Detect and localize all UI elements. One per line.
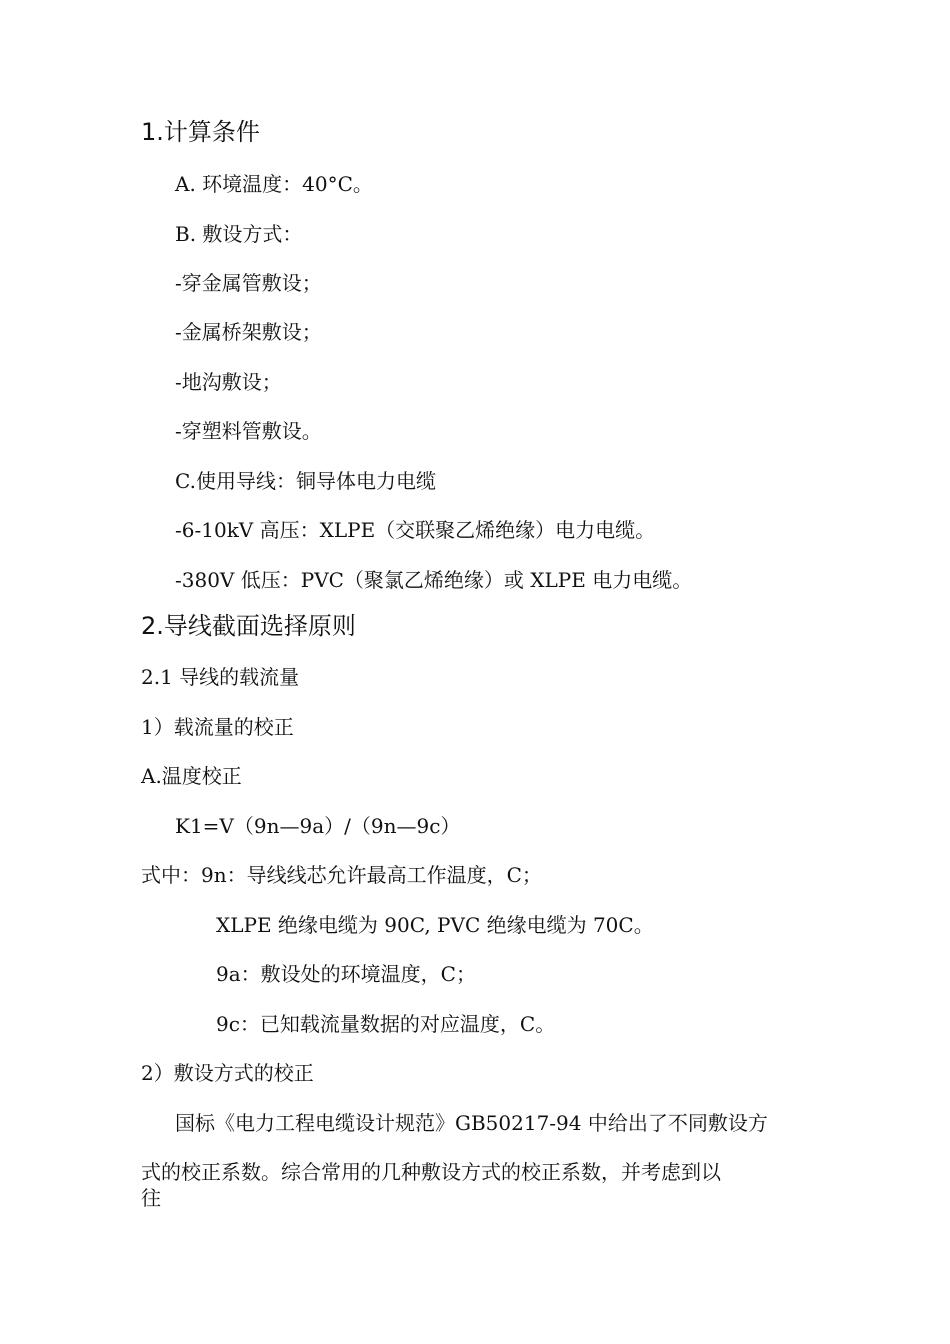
laying-metal-tray: -金属桥架敷设； — [175, 320, 322, 344]
formula-reference-definition: 9c：已知载流量数据的对应温度，C。 — [216, 1012, 556, 1036]
temperature-formula: K1=V（9n—9a）/（9n—9c） — [175, 814, 461, 838]
item-1-title: 1）载流量的校正 — [141, 715, 294, 739]
condition-ambient-temperature: A. 环境温度：40°C。 — [175, 172, 373, 196]
subsection-2-1-heading: 2.1 导线的载流量 — [141, 665, 300, 689]
formula-where-line: 式中：9n：导线线芯允许最高工作温度，C； — [141, 863, 542, 887]
item-1-a-title: A.温度校正 — [141, 764, 242, 788]
conductor-low-voltage: -380V 低压：PVC（聚氯乙烯绝缘）或 XLPE 电力电缆。 — [175, 568, 693, 592]
section-2-heading: 2.导线截面选择原则 — [141, 612, 356, 640]
laying-metal-conduit: -穿金属管敷设； — [175, 271, 322, 295]
conductor-high-voltage: -6-10kV 高压：XLPE（交联聚乙烯绝缘）电力电缆。 — [175, 518, 656, 542]
paragraph-line-1: 国标《电力工程电缆设计规范》GB50217-94 中给出了不同敷设方 — [175, 1111, 768, 1135]
condition-laying-method: B. 敷设方式： — [175, 222, 303, 246]
condition-conductor: C.使用导线：铜导体电力电缆 — [175, 469, 436, 493]
paragraph-line-2: 式的校正系数。综合常用的几种敷设方式的校正系数，并考虑到以 — [141, 1160, 721, 1184]
item-2-title: 2）敷设方式的校正 — [141, 1061, 314, 1085]
laying-plastic-conduit: -穿塑料管敷设。 — [175, 419, 322, 443]
formula-insulation-temperatures: XLPE 绝缘电缆为 90C, PVC 绝缘电缆为 70C。 — [216, 913, 654, 937]
laying-trench: -地沟敷设； — [175, 370, 282, 394]
section-1-heading: 1.计算条件 — [141, 118, 260, 146]
paragraph-line-3: 往 — [141, 1186, 161, 1210]
formula-ambient-definition: 9a：敷设处的环境温度，C； — [216, 962, 476, 986]
